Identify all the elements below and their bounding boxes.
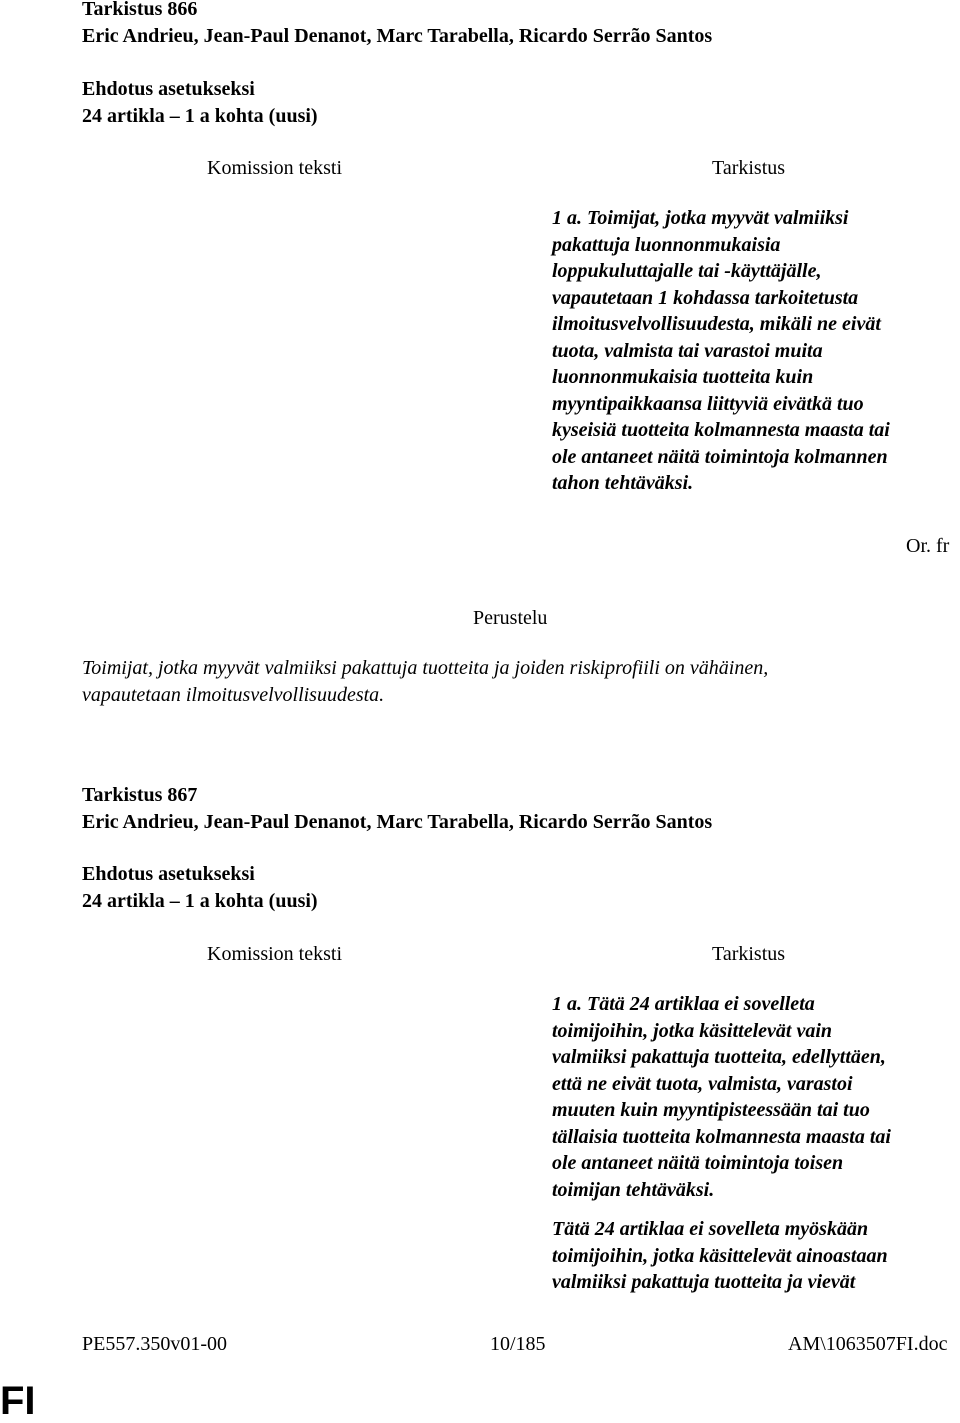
text-line: 1 a. Toimijat, jotka myyvät valmiiksi bbox=[552, 207, 849, 229]
article-reference: 24 artikla – 1 a kohta (uusi) bbox=[82, 889, 318, 912]
amendment-heading: Tarkistus 866 bbox=[82, 0, 198, 20]
text-line: 1 a. Tätä 24 artiklaa ei sovelleta bbox=[552, 993, 815, 1015]
justification-text bbox=[82, 655, 942, 708]
text-line: tuota, valmista tai varastoi muita bbox=[552, 339, 823, 362]
language-badge: FI bbox=[0, 1379, 36, 1423]
column-head-amendment: Tarkistus bbox=[712, 943, 786, 965]
column-head-commission-text: Komission teksti bbox=[207, 157, 343, 179]
amendment-866-reference bbox=[82, 76, 942, 129]
text-line: että ne eivät tuota, valmista, varastoi bbox=[552, 1072, 853, 1095]
amendment-867-text-para2 bbox=[552, 1216, 952, 1296]
text-line: toimijan tehtäväksi. bbox=[552, 1178, 715, 1201]
text-line: luonnonmukaisia tuotteita kuin bbox=[552, 366, 814, 388]
amendment-866-text bbox=[552, 205, 952, 497]
article-reference: 24 artikla – 1 a kohta (uusi) bbox=[82, 104, 318, 127]
amendment-867-header bbox=[82, 782, 942, 835]
proposal-title: Ehdotus asetukseksi bbox=[82, 78, 255, 100]
original-language: Or. fr bbox=[906, 535, 950, 557]
text-line: pakattuja luonnonmukaisia bbox=[552, 233, 781, 256]
text-line: toimijoihin, jotka käsittelevät vain bbox=[552, 1019, 833, 1042]
footer-file-name: AM\1063507FI.doc bbox=[788, 1333, 948, 1355]
text-line: Tätä 24 artiklaa ei sovelleta myöskään bbox=[552, 1218, 869, 1240]
text-line: tällaisia tuotteita kolmannesta maasta tai bbox=[552, 1125, 891, 1148]
amendment-866-header bbox=[82, 0, 942, 49]
amendment-heading: Tarkistus 867 bbox=[82, 784, 198, 806]
footer-page-number: 10/185 bbox=[490, 1333, 546, 1355]
text-line: valmiiksi pakattuja tuotteita ja vievät bbox=[552, 1271, 856, 1293]
amendment-867-text-para1 bbox=[552, 991, 952, 1203]
text-line: vapautetaan 1 kohdassa tarkoitetusta bbox=[552, 286, 859, 309]
text-line: muuten kuin myyntipisteessään tai tuo bbox=[552, 1099, 870, 1121]
amendment-authors: Eric Andrieu, Jean-Paul Denanot, Marc Tarabella, Ricardo Serrão Santos bbox=[82, 810, 713, 833]
text-line: tahon tehtäväksi. bbox=[552, 472, 694, 494]
text-line: ole antaneet näitä toimintoja toisen bbox=[552, 1152, 844, 1174]
text-line: loppukuluttajalle tai -käyttäjälle, bbox=[552, 260, 822, 282]
column-head-commission-text: Komission teksti bbox=[207, 943, 343, 965]
text-line: Toimijat, jotka myyvät valmiiksi pakattuja tuotteita ja joiden riskiprofiili on vähäinen, bbox=[82, 657, 769, 679]
amendment-867-reference bbox=[82, 861, 942, 914]
justification-heading: Perustelu bbox=[473, 607, 548, 629]
amendment-authors: Eric Andrieu, Jean-Paul Denanot, Marc Tarabella, Ricardo Serrão Santos bbox=[82, 24, 713, 47]
proposal-title: Ehdotus asetukseksi bbox=[82, 863, 255, 885]
text-line: vapautetaan ilmoitusvelvollisuudesta. bbox=[82, 683, 385, 706]
text-line: toimijoihin, jotka käsittelevät ainoastaan bbox=[552, 1244, 888, 1267]
text-line: myyntipaikkaansa liittyviä eivätkä tuo bbox=[552, 392, 864, 415]
text-line: ole antaneet näitä toimintoja kolmannen bbox=[552, 445, 888, 468]
text-line: kyseisiä tuotteita kolmannesta maasta tai bbox=[552, 419, 890, 441]
text-line: valmiiksi pakattuja tuotteita, edellyttäen, bbox=[552, 1046, 886, 1068]
text-line: ilmoitusvelvollisuudesta, mikäli ne eivät bbox=[552, 313, 881, 335]
footer-doc-ref: PE557.350v01-00 bbox=[82, 1333, 227, 1355]
column-head-amendment: Tarkistus bbox=[712, 157, 786, 179]
